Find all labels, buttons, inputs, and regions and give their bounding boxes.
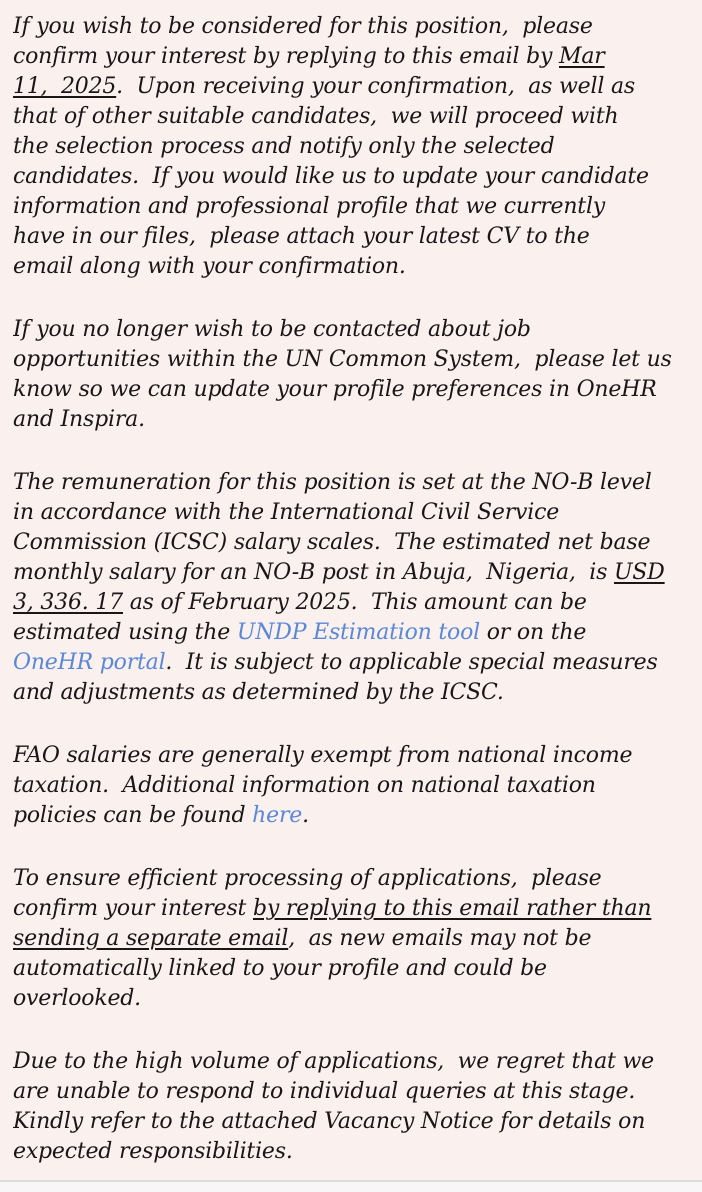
paragraph [13, 864, 698, 1014]
text-run: that of other suitable candidates, we will proceed with [13, 104, 619, 129]
text-line [13, 864, 698, 894]
paragraph [13, 1047, 698, 1167]
underlined-text: USD [613, 560, 665, 585]
text-line [13, 102, 698, 132]
text-run: Due to the high volume of applications, we regret that we [13, 1049, 654, 1074]
text-run: If you no longer wish to be contacted about job [13, 317, 531, 342]
text-line [13, 678, 698, 708]
text-line [13, 1137, 698, 1167]
text-line [13, 42, 698, 72]
underlined-text: Mar [559, 44, 605, 69]
underlined-text: sending a separate email [13, 926, 289, 951]
text-run: information and professional profile that we currently [13, 194, 606, 219]
text-line [13, 894, 698, 924]
text-line [13, 924, 698, 954]
text-run: confirm your interest by replying to this email by [13, 44, 560, 69]
email-body [13, 12, 698, 1167]
text-line [13, 252, 698, 282]
text-run: or on the [479, 620, 587, 645]
text-run: monthly salary for an NO-B post in Abuja, Nigeria, is [13, 560, 614, 585]
text-run: Kindly refer to the attached Vacancy Notice for details on [13, 1109, 646, 1134]
text-run: To ensure efficient processing of applications, please [13, 866, 602, 891]
text-run: , as new emails may not be [288, 926, 592, 951]
text-run: in accordance with the International Civil Service [13, 500, 560, 525]
text-line [13, 1077, 698, 1107]
text-line [13, 315, 698, 345]
text-run: and adjustments as determined by the ICSC. [13, 680, 504, 705]
text-run: candidates. If you would like us to update your candidate [13, 164, 649, 189]
text-run: have in our files, please attach your latest CV to the [13, 224, 590, 249]
text-run: expected responsibilities. [13, 1139, 293, 1164]
text-line [13, 558, 698, 588]
text-run: confirm your interest [13, 896, 253, 921]
text-line [13, 1047, 698, 1077]
text-run: The remuneration for this position is set at the NO-B level [13, 470, 652, 495]
text-line [13, 954, 698, 984]
text-run: estimated using the [13, 620, 237, 645]
paragraph [13, 468, 698, 708]
text-run: email along with your confirmation. [13, 254, 406, 279]
text-line [13, 375, 698, 405]
text-run: . It is subject to applicable special measures [165, 650, 658, 675]
link[interactable]: OneHR portal [13, 650, 166, 675]
text-run: opportunities within the UN Common System, please let us [13, 347, 672, 372]
text-run: automatically linked to your profile and could be [13, 956, 547, 981]
text-line [13, 741, 698, 771]
text-line [13, 1107, 698, 1137]
link[interactable]: here [252, 803, 303, 828]
text-line [13, 72, 698, 102]
text-line [13, 618, 698, 648]
text-run: If you wish to be considered for this position, please [13, 14, 593, 39]
text-line [13, 345, 698, 375]
text-run: overlooked. [13, 986, 141, 1011]
text-line [13, 801, 698, 831]
text-line [13, 192, 698, 222]
text-run: Commission (ICSC) salary scales. The estimated net base [13, 530, 651, 555]
text-line [13, 771, 698, 801]
text-run: the selection process and notify only the selected [13, 134, 555, 159]
text-line [13, 162, 698, 192]
text-run: . Upon receiving your confirmation, as well as [116, 74, 635, 99]
text-run: taxation. Additional information on national taxation [13, 773, 596, 798]
text-line [13, 405, 698, 435]
text-run: as of February 2025. This amount can be [122, 590, 587, 615]
text-run: and Inspira. [13, 407, 145, 432]
paragraph [13, 315, 698, 435]
text-line [13, 984, 698, 1014]
underlined-text: 11, 2025 [13, 74, 117, 99]
text-line [13, 132, 698, 162]
text-line [13, 648, 698, 678]
text-line [13, 528, 698, 558]
link[interactable]: UNDP Estimation tool [236, 620, 480, 645]
text-line [13, 222, 698, 252]
text-run: are unable to respond to individual queries at this stage. [13, 1079, 636, 1104]
paragraph [13, 12, 698, 282]
text-run: policies can be found [13, 803, 253, 828]
text-run: FAO salaries are generally exempt from national income [13, 743, 633, 768]
text-line [13, 588, 698, 618]
underlined-text: by replying to this email rather than [252, 896, 652, 921]
text-line [13, 468, 698, 498]
underlined-text: 3, 336. 17 [13, 590, 123, 615]
text-run: . [302, 803, 309, 828]
paragraph [13, 741, 698, 831]
text-line [13, 498, 698, 528]
text-line [13, 12, 698, 42]
text-run: know so we can update your profile preferences in OneHR [13, 377, 657, 402]
footer-band [0, 1182, 702, 1192]
